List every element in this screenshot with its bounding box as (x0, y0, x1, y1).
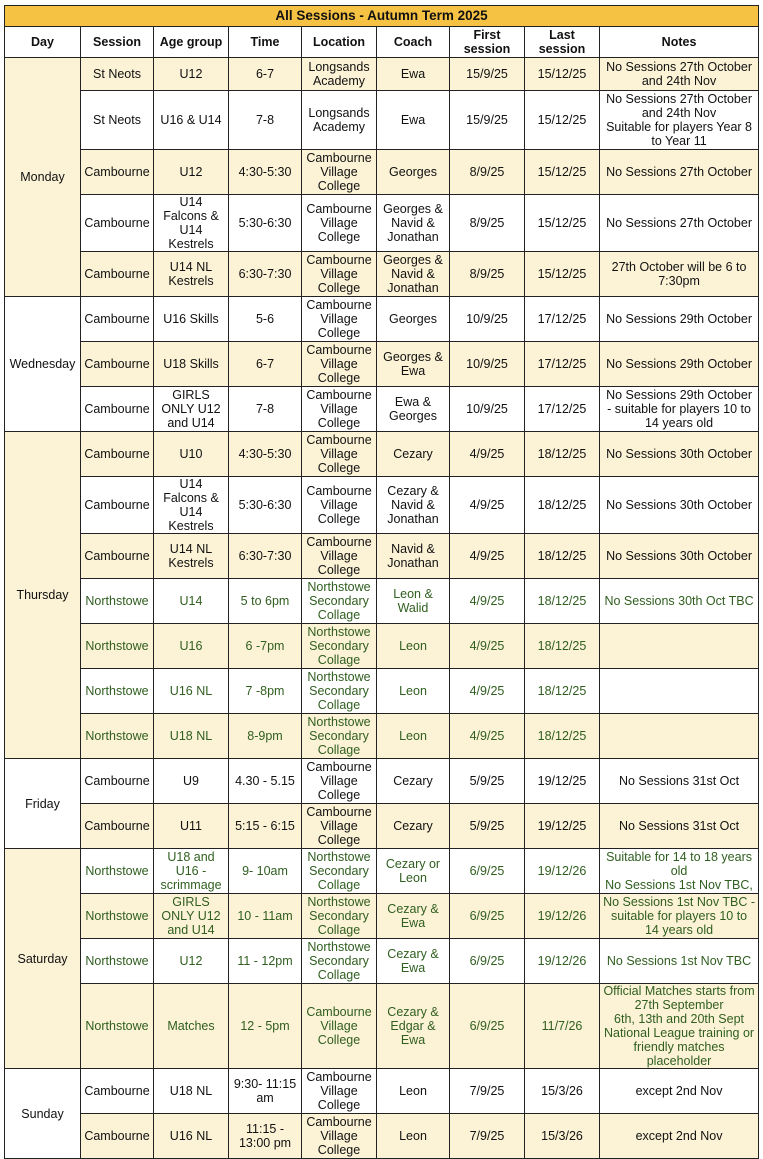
table-row (5, 297, 759, 342)
table-row (5, 387, 759, 432)
coach-cell: Georges & Navid & Jonathan (377, 252, 450, 297)
location-cell: Longsands Academy (302, 91, 377, 150)
location-cell: Longsands Academy (302, 58, 377, 91)
session-cell: Northstowe (81, 894, 154, 939)
table-row (5, 984, 759, 1069)
day-cell: Monday (5, 58, 81, 297)
last-session-cell: 18/12/25 (525, 477, 600, 534)
coach-cell: Navid & Jonathan (377, 534, 450, 579)
session-cell: Cambourne (81, 432, 154, 477)
last-session-cell: 18/12/25 (525, 714, 600, 759)
last-session-cell: 15/12/25 (525, 91, 600, 150)
session-cell: Cambourne (81, 477, 154, 534)
notes-cell: No Sessions 30th October (600, 432, 759, 477)
table-row (5, 1114, 759, 1159)
notes-cell: No Sessions 31st Oct (600, 759, 759, 804)
time-cell: 4:30-5:30 (229, 432, 302, 477)
time-cell: 10 - 11am (229, 894, 302, 939)
first-session-cell: 6/9/25 (450, 849, 525, 894)
last-session-cell: 15/3/26 (525, 1069, 600, 1114)
time-cell: 11:15 - 13:00 pm (229, 1114, 302, 1159)
age-group-cell: U14 NL Kestrels (154, 534, 229, 579)
notes-cell: No Sessions 1st Nov TBC (600, 939, 759, 984)
coach-cell: Leon (377, 1069, 450, 1114)
last-session-cell: 15/12/25 (525, 252, 600, 297)
table-row (5, 150, 759, 195)
time-cell: 7 -8pm (229, 669, 302, 714)
col-header-session: Session (81, 27, 154, 58)
first-session-cell: 15/9/25 (450, 91, 525, 150)
location-cell: Northstowe Secondary Collage (302, 894, 377, 939)
day-cell: Thursday (5, 432, 81, 759)
session-cell: Northstowe (81, 984, 154, 1069)
coach-cell: Cezary or Leon (377, 849, 450, 894)
location-cell: Northstowe Secondary Collage (302, 579, 377, 624)
time-cell: 12 - 5pm (229, 984, 302, 1069)
col-header-time: Time (229, 27, 302, 58)
col-header-location: Location (302, 27, 377, 58)
last-session-cell: 19/12/25 (525, 804, 600, 849)
header-row (5, 27, 759, 58)
last-session-cell: 15/3/26 (525, 1114, 600, 1159)
notes-cell: No Sessions 31st Oct (600, 804, 759, 849)
coach-cell: Leon (377, 714, 450, 759)
table-row (5, 195, 759, 252)
notes-cell: No Sessions 27th October (600, 150, 759, 195)
time-cell: 9- 10am (229, 849, 302, 894)
notes-cell: 27th October will be 6 to 7:30pm (600, 252, 759, 297)
age-group-cell: GIRLS ONLY U12 and U14 (154, 387, 229, 432)
time-cell: 5 to 6pm (229, 579, 302, 624)
session-cell: Cambourne (81, 195, 154, 252)
last-session-cell: 15/12/25 (525, 195, 600, 252)
location-cell: Northstowe Secondary Collage (302, 669, 377, 714)
age-group-cell: U16 NL (154, 1114, 229, 1159)
last-session-cell: 17/12/25 (525, 297, 600, 342)
notes-cell (600, 714, 759, 759)
session-cell: Cambourne (81, 387, 154, 432)
session-cell: Northstowe (81, 849, 154, 894)
age-group-cell: GIRLS ONLY U12 and U14 (154, 894, 229, 939)
age-group-cell: U18 Skills (154, 342, 229, 387)
coach-cell: Leon & Walid (377, 579, 450, 624)
location-cell: Cambourne Village College (302, 1114, 377, 1159)
session-cell: Cambourne (81, 1069, 154, 1114)
first-session-cell: 10/9/25 (450, 297, 525, 342)
first-session-cell: 15/9/25 (450, 58, 525, 91)
age-group-cell: U16 (154, 624, 229, 669)
table-row (5, 714, 759, 759)
last-session-cell: 17/12/25 (525, 342, 600, 387)
coach-cell: Leon (377, 624, 450, 669)
age-group-cell: U11 (154, 804, 229, 849)
age-group-cell: U18 NL (154, 714, 229, 759)
table-row (5, 432, 759, 477)
coach-cell: Georges & Ewa (377, 342, 450, 387)
time-cell: 6-7 (229, 342, 302, 387)
first-session-cell: 8/9/25 (450, 252, 525, 297)
coach-cell: Cezary & Ewa (377, 939, 450, 984)
location-cell: Northstowe Secondary Collage (302, 624, 377, 669)
title-row (5, 6, 759, 27)
notes-cell: No Sessions 29th October (600, 297, 759, 342)
notes-cell: Suitable for 14 to 18 years old No Sessions 1st Nov TBC, (600, 849, 759, 894)
time-cell: 5:30-6:30 (229, 195, 302, 252)
col-header-day: Day (5, 27, 81, 58)
location-cell: Cambourne Village College (302, 804, 377, 849)
coach-cell: Cezary & Edgar & Ewa (377, 984, 450, 1069)
session-cell: Cambourne (81, 804, 154, 849)
location-cell: Cambourne Village College (302, 387, 377, 432)
location-cell: Cambourne Village College (302, 195, 377, 252)
coach-cell: Leon (377, 1114, 450, 1159)
day-cell: Wednesday (5, 297, 81, 432)
coach-cell: Georges (377, 297, 450, 342)
table-title: All Sessions - Autumn Term 2025 (5, 6, 759, 27)
table-row (5, 579, 759, 624)
location-cell: Cambourne Village College (302, 252, 377, 297)
coach-cell: Georges & Navid & Jonathan (377, 195, 450, 252)
age-group-cell: U10 (154, 432, 229, 477)
age-group-cell: U12 (154, 939, 229, 984)
coach-cell: Ewa (377, 91, 450, 150)
col-header-notes: Notes (600, 27, 759, 58)
first-session-cell: 5/9/25 (450, 759, 525, 804)
time-cell: 6:30-7:30 (229, 252, 302, 297)
first-session-cell: 4/9/25 (450, 432, 525, 477)
first-session-cell: 7/9/25 (450, 1114, 525, 1159)
day-cell: Saturday (5, 849, 81, 1069)
time-cell: 5:30-6:30 (229, 477, 302, 534)
notes-cell: No Sessions 27th October and 24th Nov Suitable for players Year 8 to Year 11 (600, 91, 759, 150)
location-cell: Cambourne Village College (302, 432, 377, 477)
time-cell: 7-8 (229, 91, 302, 150)
first-session-cell: 8/9/25 (450, 150, 525, 195)
table-body (5, 58, 759, 1159)
age-group-cell: U18 NL (154, 1069, 229, 1114)
age-group-cell: U12 (154, 58, 229, 91)
age-group-cell: U14 NL Kestrels (154, 252, 229, 297)
table-row (5, 624, 759, 669)
coach-cell: Ewa (377, 58, 450, 91)
last-session-cell: 18/12/25 (525, 669, 600, 714)
location-cell: Northstowe Secondary Collage (302, 849, 377, 894)
coach-cell: Leon (377, 669, 450, 714)
last-session-cell: 19/12/26 (525, 849, 600, 894)
last-session-cell: 11/7/26 (525, 984, 600, 1069)
table-row (5, 91, 759, 150)
time-cell: 11 - 12pm (229, 939, 302, 984)
time-cell: 6:30-7:30 (229, 534, 302, 579)
col-header-last-session: Last session (525, 27, 600, 58)
notes-cell: No Sessions 30th October (600, 534, 759, 579)
session-cell: Northstowe (81, 669, 154, 714)
notes-cell: No Sessions 1st Nov TBC -suitable for players 10 to 14 years old (600, 894, 759, 939)
last-session-cell: 15/12/25 (525, 150, 600, 195)
session-cell: Cambourne (81, 297, 154, 342)
location-cell: Cambourne Village College (302, 297, 377, 342)
last-session-cell: 17/12/25 (525, 387, 600, 432)
day-cell: Sunday (5, 1069, 81, 1159)
location-cell: Cambourne Village College (302, 534, 377, 579)
age-group-cell: U14 (154, 579, 229, 624)
coach-cell: Cezary & Ewa (377, 894, 450, 939)
age-group-cell: U12 (154, 150, 229, 195)
notes-cell: No Sessions 27th October and 24th Nov (600, 58, 759, 91)
age-group-cell: U18 and U16 - scrimmage (154, 849, 229, 894)
col-header-coach: Coach (377, 27, 450, 58)
location-cell: Northstowe Secondary Collage (302, 714, 377, 759)
notes-cell (600, 669, 759, 714)
table-row (5, 804, 759, 849)
last-session-cell: 19/12/26 (525, 894, 600, 939)
table-row (5, 342, 759, 387)
time-cell: 5:15 - 6:15 (229, 804, 302, 849)
first-session-cell: 7/9/25 (450, 1069, 525, 1114)
location-cell: Cambourne Village College (302, 150, 377, 195)
session-cell: Northstowe (81, 579, 154, 624)
session-cell: Cambourne (81, 342, 154, 387)
location-cell: Cambourne Village College (302, 477, 377, 534)
notes-cell (600, 624, 759, 669)
coach-cell: Cezary (377, 759, 450, 804)
age-group-cell: U9 (154, 759, 229, 804)
notes-cell: No Sessions 30th Oct TBC (600, 579, 759, 624)
time-cell: 9:30- 11:15 am (229, 1069, 302, 1114)
first-session-cell: 4/9/25 (450, 534, 525, 579)
table-row (5, 894, 759, 939)
table-row (5, 252, 759, 297)
notes-cell: except 2nd Nov (600, 1069, 759, 1114)
first-session-cell: 10/9/25 (450, 387, 525, 432)
time-cell: 5-6 (229, 297, 302, 342)
coach-cell: Ewa & Georges (377, 387, 450, 432)
table-row (5, 534, 759, 579)
session-cell: Cambourne (81, 534, 154, 579)
session-cell: St Neots (81, 58, 154, 91)
session-cell: St Neots (81, 91, 154, 150)
first-session-cell: 8/9/25 (450, 195, 525, 252)
notes-cell: Official Matches starts from 27th September 6th, 13th and 20th Sept National League training or friendly matches placeholder (600, 984, 759, 1069)
col-header-age-group: Age group (154, 27, 229, 58)
time-cell: 8-9pm (229, 714, 302, 759)
coach-cell: Georges (377, 150, 450, 195)
time-cell: 6 -7pm (229, 624, 302, 669)
notes-cell: No Sessions 29th October (600, 342, 759, 387)
table-row (5, 939, 759, 984)
table-row (5, 58, 759, 91)
first-session-cell: 6/9/25 (450, 984, 525, 1069)
location-cell: Cambourne Village College (302, 1069, 377, 1114)
session-cell: Northstowe (81, 624, 154, 669)
notes-cell: No Sessions 29th October - suitable for players 10 to 14 years old (600, 387, 759, 432)
last-session-cell: 19/12/25 (525, 759, 600, 804)
first-session-cell: 4/9/25 (450, 579, 525, 624)
last-session-cell: 15/12/25 (525, 58, 600, 91)
first-session-cell: 4/9/25 (450, 714, 525, 759)
first-session-cell: 4/9/25 (450, 669, 525, 714)
age-group-cell: U14 Falcons & U14 Kestrels (154, 195, 229, 252)
first-session-cell: 5/9/25 (450, 804, 525, 849)
table-row (5, 849, 759, 894)
first-session-cell: 4/9/25 (450, 477, 525, 534)
last-session-cell: 18/12/25 (525, 432, 600, 477)
session-cell: Cambourne (81, 252, 154, 297)
table-row (5, 477, 759, 534)
location-cell: Cambourne Village College (302, 984, 377, 1069)
time-cell: 7-8 (229, 387, 302, 432)
coach-cell: Cezary & Navid & Jonathan (377, 477, 450, 534)
session-cell: Northstowe (81, 939, 154, 984)
table-row (5, 1069, 759, 1114)
age-group-cell: U16 NL (154, 669, 229, 714)
time-cell: 4.30 - 5.15 (229, 759, 302, 804)
session-cell: Cambourne (81, 759, 154, 804)
session-cell: Cambourne (81, 150, 154, 195)
first-session-cell: 10/9/25 (450, 342, 525, 387)
notes-cell: except 2nd Nov (600, 1114, 759, 1159)
col-header-first-session: First session (450, 27, 525, 58)
age-group-cell: Matches (154, 984, 229, 1069)
age-group-cell: U14 Falcons & U14 Kestrels (154, 477, 229, 534)
sessions-table (4, 5, 759, 1159)
first-session-cell: 6/9/25 (450, 894, 525, 939)
last-session-cell: 18/12/25 (525, 624, 600, 669)
first-session-cell: 4/9/25 (450, 624, 525, 669)
time-cell: 4:30-5:30 (229, 150, 302, 195)
time-cell: 6-7 (229, 58, 302, 91)
first-session-cell: 6/9/25 (450, 939, 525, 984)
session-cell: Northstowe (81, 714, 154, 759)
location-cell: Cambourne Village College (302, 342, 377, 387)
age-group-cell: U16 & U14 (154, 91, 229, 150)
table-row (5, 759, 759, 804)
notes-cell: No Sessions 27th October (600, 195, 759, 252)
coach-cell: Cezary (377, 804, 450, 849)
notes-cell: No Sessions 30th October (600, 477, 759, 534)
session-cell: Cambourne (81, 1114, 154, 1159)
coach-cell: Cezary (377, 432, 450, 477)
location-cell: Cambourne Village College (302, 759, 377, 804)
last-session-cell: 18/12/25 (525, 579, 600, 624)
day-cell: Friday (5, 759, 81, 849)
table-row (5, 669, 759, 714)
age-group-cell: U16 Skills (154, 297, 229, 342)
last-session-cell: 18/12/25 (525, 534, 600, 579)
location-cell: Northstowe Secondary Collage (302, 939, 377, 984)
last-session-cell: 19/12/26 (525, 939, 600, 984)
